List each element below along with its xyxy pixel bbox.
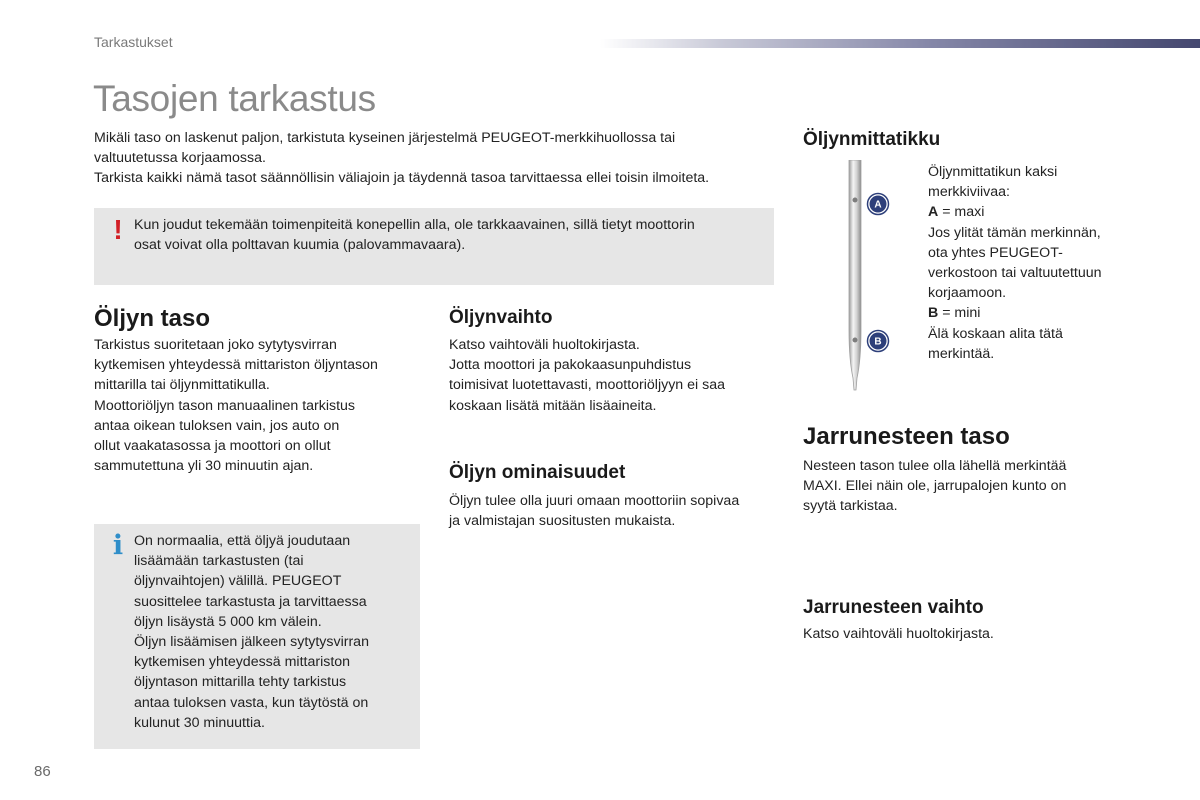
dipstick-text bbox=[928, 162, 1173, 364]
marker-a-letter: A bbox=[874, 199, 882, 211]
brake-change-heading: Jarrunesteen vaihto bbox=[803, 597, 984, 618]
brake-level-text bbox=[803, 456, 1143, 517]
oil-level-heading: Öljyn taso bbox=[94, 305, 211, 332]
marker-a-line bbox=[928, 202, 1173, 222]
marker-a-icon bbox=[866, 192, 890, 216]
text-line: Jos ylität tämän merkinnän, bbox=[928, 224, 1101, 241]
text-line: Jotta moottori ja pakokaasunpuhdistus bbox=[449, 357, 692, 374]
intro-line: Mikäli taso on laskenut paljon, tarkistuta kyseinen järjestelmä PEUGEOT-merkkihuollossa tai bbox=[94, 130, 676, 146]
marker-a-value: = maxi bbox=[938, 204, 985, 221]
marker-b-icon bbox=[866, 329, 890, 353]
text-line: Öljynmittatikun kaksi bbox=[928, 164, 1058, 180]
marker-b-letter: B bbox=[874, 336, 882, 348]
text-line: ollut vaakatasossa ja moottori on ollut bbox=[94, 438, 331, 455]
intro-line: Tarkista kaikki nämä tasot säännöllisin väliajoin ja täydennä tasoa tarvittaessa ellei toisin ilmoiteta. bbox=[94, 170, 710, 187]
oil-change-heading: Öljynvaihto bbox=[449, 307, 553, 328]
text-line: Älä koskaan alita tätä bbox=[928, 325, 1063, 342]
text-line: merkkiviivaa: bbox=[928, 184, 1010, 201]
text-line: verkostoon tai valtuutettuun bbox=[928, 265, 1102, 282]
warning-line: osat voivat olla polttavan kuumia (palovammavaara). bbox=[134, 237, 466, 254]
info-line: On normaalia, että öljyä joudutaan bbox=[134, 533, 351, 549]
text-line: ja valmistajan suositusten mukaista. bbox=[449, 513, 676, 530]
info-line: öljyntason mittarilla tehty tarkistus bbox=[134, 674, 347, 691]
info-line: kytkemisen yhteydessä mittariston bbox=[134, 654, 351, 671]
warning-line: Kun joudut tekemään toimenpiteitä konepellin alla, ole tarkkaavainen, sillä tietyt moottorin bbox=[134, 217, 695, 233]
text-line: syytä tarkistaa. bbox=[803, 498, 898, 515]
exclamation-icon: ! bbox=[113, 214, 123, 245]
oil-properties-heading: Öljyn ominaisuudet bbox=[449, 462, 626, 483]
text-line: korjaamoon. bbox=[928, 285, 1007, 302]
intro-line: valtuutetussa korjaamossa. bbox=[94, 150, 266, 167]
text-line: toimisivat luotettavasti, moottoriöljyyn ei saa bbox=[449, 377, 725, 394]
info-line: Öljyn lisäämisen jälkeen sytytysvirran bbox=[134, 634, 369, 651]
dipstick-heading: Öljynmittatikku bbox=[803, 129, 941, 150]
info-line: öljynvaihtojen) välillä. PEUGEOT bbox=[134, 573, 342, 590]
info-icon: i bbox=[112, 530, 124, 561]
info-line: suosittelee tarkastusta ja tarvittaessa bbox=[134, 593, 367, 610]
info-line: antaa tuloksen vasta, kun täytöstä on bbox=[134, 694, 369, 711]
text-line: ota yhtes PEUGEOT- bbox=[928, 244, 1063, 261]
text-line: kytkemisen yhteydessä mittariston öljyntason bbox=[94, 357, 378, 374]
text-line: koskaan lisätä mitään lisäaineita. bbox=[449, 397, 657, 414]
text-line: Katso vaihtoväli huoltokirjasta. bbox=[449, 337, 640, 353]
intro-paragraph bbox=[94, 128, 784, 189]
info-line: kulunut 30 minuuttia. bbox=[134, 714, 265, 731]
warning-text bbox=[134, 215, 769, 255]
oil-change-text bbox=[449, 335, 779, 416]
text-line: Tarkistus suoritetaan joko sytytysvirran bbox=[94, 337, 337, 353]
oil-properties-text bbox=[449, 491, 779, 531]
marker-a-label: A bbox=[928, 204, 939, 221]
text-line: merkintää. bbox=[928, 345, 995, 362]
info-line: öljyn lisäystä 5 000 km välein. bbox=[134, 613, 322, 630]
header-gradient-bar bbox=[600, 39, 1200, 48]
text-line: sammutettuna yli 30 minuutin ajan. bbox=[94, 458, 314, 475]
text-line: Katso vaihtoväli huoltokirjasta. bbox=[803, 626, 994, 642]
marker-b-line bbox=[928, 303, 1173, 323]
text-line: antaa oikean tuloksen vain, jos auto on bbox=[94, 417, 340, 434]
marker-b-label: B bbox=[928, 305, 939, 322]
info-text bbox=[134, 531, 414, 733]
oil-level-text bbox=[94, 335, 414, 476]
text-line: Nesteen tason tulee olla lähellä merkintää bbox=[803, 458, 1067, 474]
info-line: lisäämään tarkastusten (tai bbox=[134, 553, 304, 570]
brake-level-heading: Jarrunesteen taso bbox=[803, 423, 1010, 450]
text-line: Moottoriöljyn tason manuaalinen tarkistus bbox=[94, 397, 356, 414]
brake-change-text bbox=[803, 624, 1143, 644]
text-line: Öljyn tulee olla juuri omaan moottoriin sopivaa bbox=[449, 493, 740, 509]
marker-b-value: = mini bbox=[938, 305, 981, 322]
page-number: 86 bbox=[34, 763, 51, 780]
text-line: mittarilla tai öljynmittatikulla. bbox=[94, 377, 270, 394]
section-label: Tarkastukset bbox=[94, 34, 173, 50]
page-title: Tasojen tarkastus bbox=[93, 78, 376, 119]
text-line: MAXI. Ellei näin ole, jarrupalojen kunto on bbox=[803, 478, 1067, 495]
